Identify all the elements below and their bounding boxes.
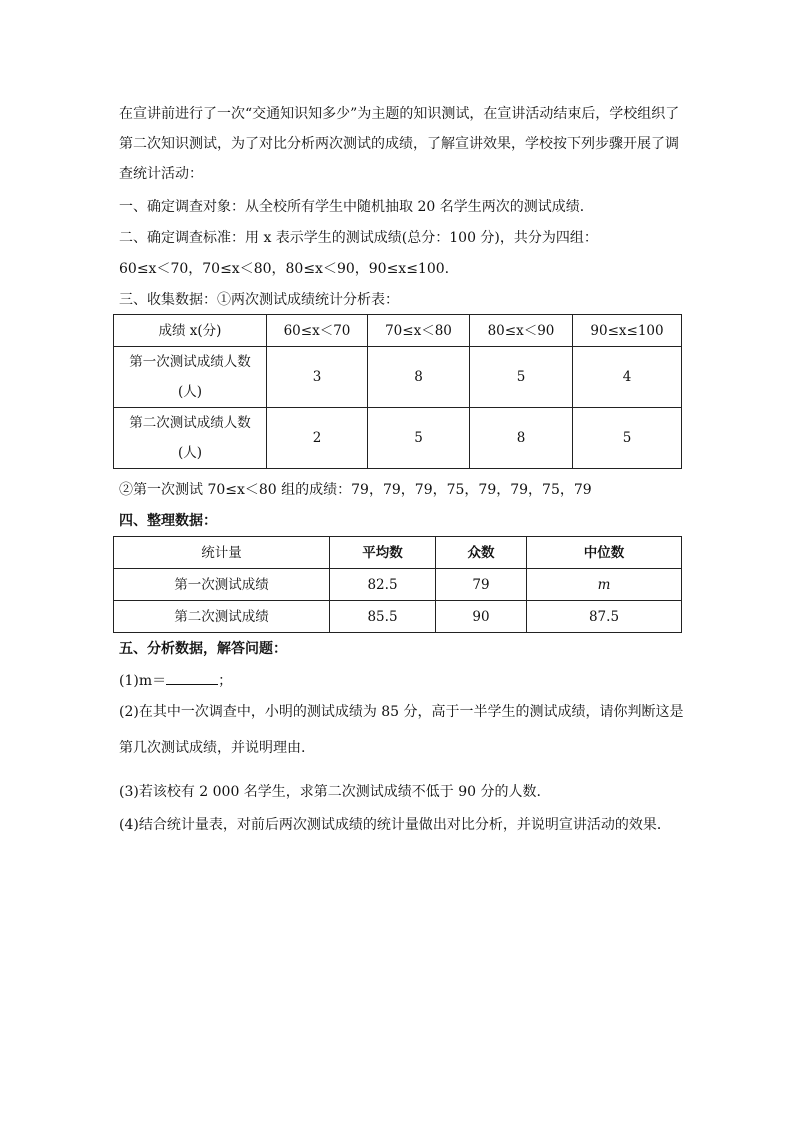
table-cell: 85.5 (330, 601, 436, 633)
table-row (114, 601, 682, 633)
table-header-row (114, 537, 682, 569)
step-2-groups: 60≤x＜70，70≤x＜80，80≤x＜90，90≤x≤100. (119, 261, 450, 277)
table-header-cell: 60≤x＜70 (267, 315, 368, 347)
statistics-table (113, 536, 682, 633)
row-label-unit: (人) (177, 445, 203, 461)
table-cell: 2 (267, 408, 368, 469)
table-cell: m (527, 569, 682, 601)
question-1-suffix: ； (218, 673, 233, 689)
table-header-cell: 成绩 x(分) (114, 315, 267, 347)
score-distribution-table (113, 314, 682, 469)
table-cell: 79 (436, 569, 527, 601)
table-cell: 4 (573, 347, 682, 408)
table-header-cell: 众数 (436, 537, 527, 569)
question-2-line-1: (2)在其中一次调查中，小明的测试成绩为 85 分，高于一半学生的测试成绩，请你判断这是 (119, 704, 684, 720)
row-label-main: 第二次测试成绩人数 (129, 415, 251, 431)
table-cell: 8 (470, 408, 573, 469)
table-header-cell: 70≤x＜80 (368, 315, 470, 347)
answer-blank[interactable] (166, 670, 218, 685)
table-header-cell: 80≤x＜90 (470, 315, 573, 347)
row-label-unit: (人) (177, 384, 203, 400)
table-header-cell: 平均数 (330, 537, 436, 569)
question-1 (119, 670, 232, 691)
table-header-cell: 中位数 (527, 537, 682, 569)
step-4: 四、整理数据： (119, 513, 217, 529)
table-cell: 5 (573, 408, 682, 469)
table-cell: 82.5 (330, 569, 436, 601)
table-header-row (114, 315, 682, 347)
step-3: 三、收集数据：①两次测试成绩统计分析表： (119, 292, 399, 308)
intro-line-1: 在宣讲前进行了一次“交通知识知多少”为主题的知识测试，在宣讲活动结束后，学校组织了 (119, 106, 680, 122)
question-3: (3)若该校有 2 000 名学生，求第二次测试成绩不低于 90 分的人数. (119, 784, 541, 800)
step-5: 五、分析数据，解答问题： (119, 641, 287, 657)
table-cell: 8 (368, 347, 470, 408)
question-2-line-2: 第几次测试成绩，并说明理由. (119, 740, 306, 756)
table-cell: 5 (470, 347, 573, 408)
row-label (114, 408, 267, 469)
step-2: 二、确定调查标准：用 x 表示学生的测试成绩(总分：100 分)，共分为四组： (119, 230, 598, 246)
row-label (114, 347, 267, 408)
step-1: 一、确定调查对象：从全校所有学生中随机抽取 20 名学生两次的测试成绩． (119, 199, 594, 215)
note-2: ②第一次测试 70≤x＜80 组的成绩：79，79，79，75，79，79，75，79 (119, 482, 592, 498)
intro-line-3: 查统计活动： (119, 166, 203, 182)
table-cell: 5 (368, 408, 470, 469)
question-1-prefix: (1)m＝ (119, 673, 167, 689)
table-cell: 第一次测试成绩 (114, 569, 330, 601)
table-row (114, 347, 682, 408)
table-cell: 90 (436, 601, 527, 633)
table-header-cell: 90≤x≤100 (573, 315, 682, 347)
table-header-cell: 统计量 (114, 537, 330, 569)
table-row (114, 408, 682, 469)
table-cell: 3 (267, 347, 368, 408)
row-label-main: 第一次测试成绩人数 (129, 354, 251, 370)
table-cell: 第二次测试成绩 (114, 601, 330, 633)
table-row (114, 569, 682, 601)
question-4: (4)结合统计量表，对前后两次测试成绩的统计量做出对比分析，并说明宣讲活动的效果． (119, 817, 671, 833)
intro-line-2: 第二次知识测试，为了对比分析两次测试的成绩，了解宣讲效果，学校按下列步骤开展了调 (119, 136, 679, 152)
table-cell: 87.5 (527, 601, 682, 633)
